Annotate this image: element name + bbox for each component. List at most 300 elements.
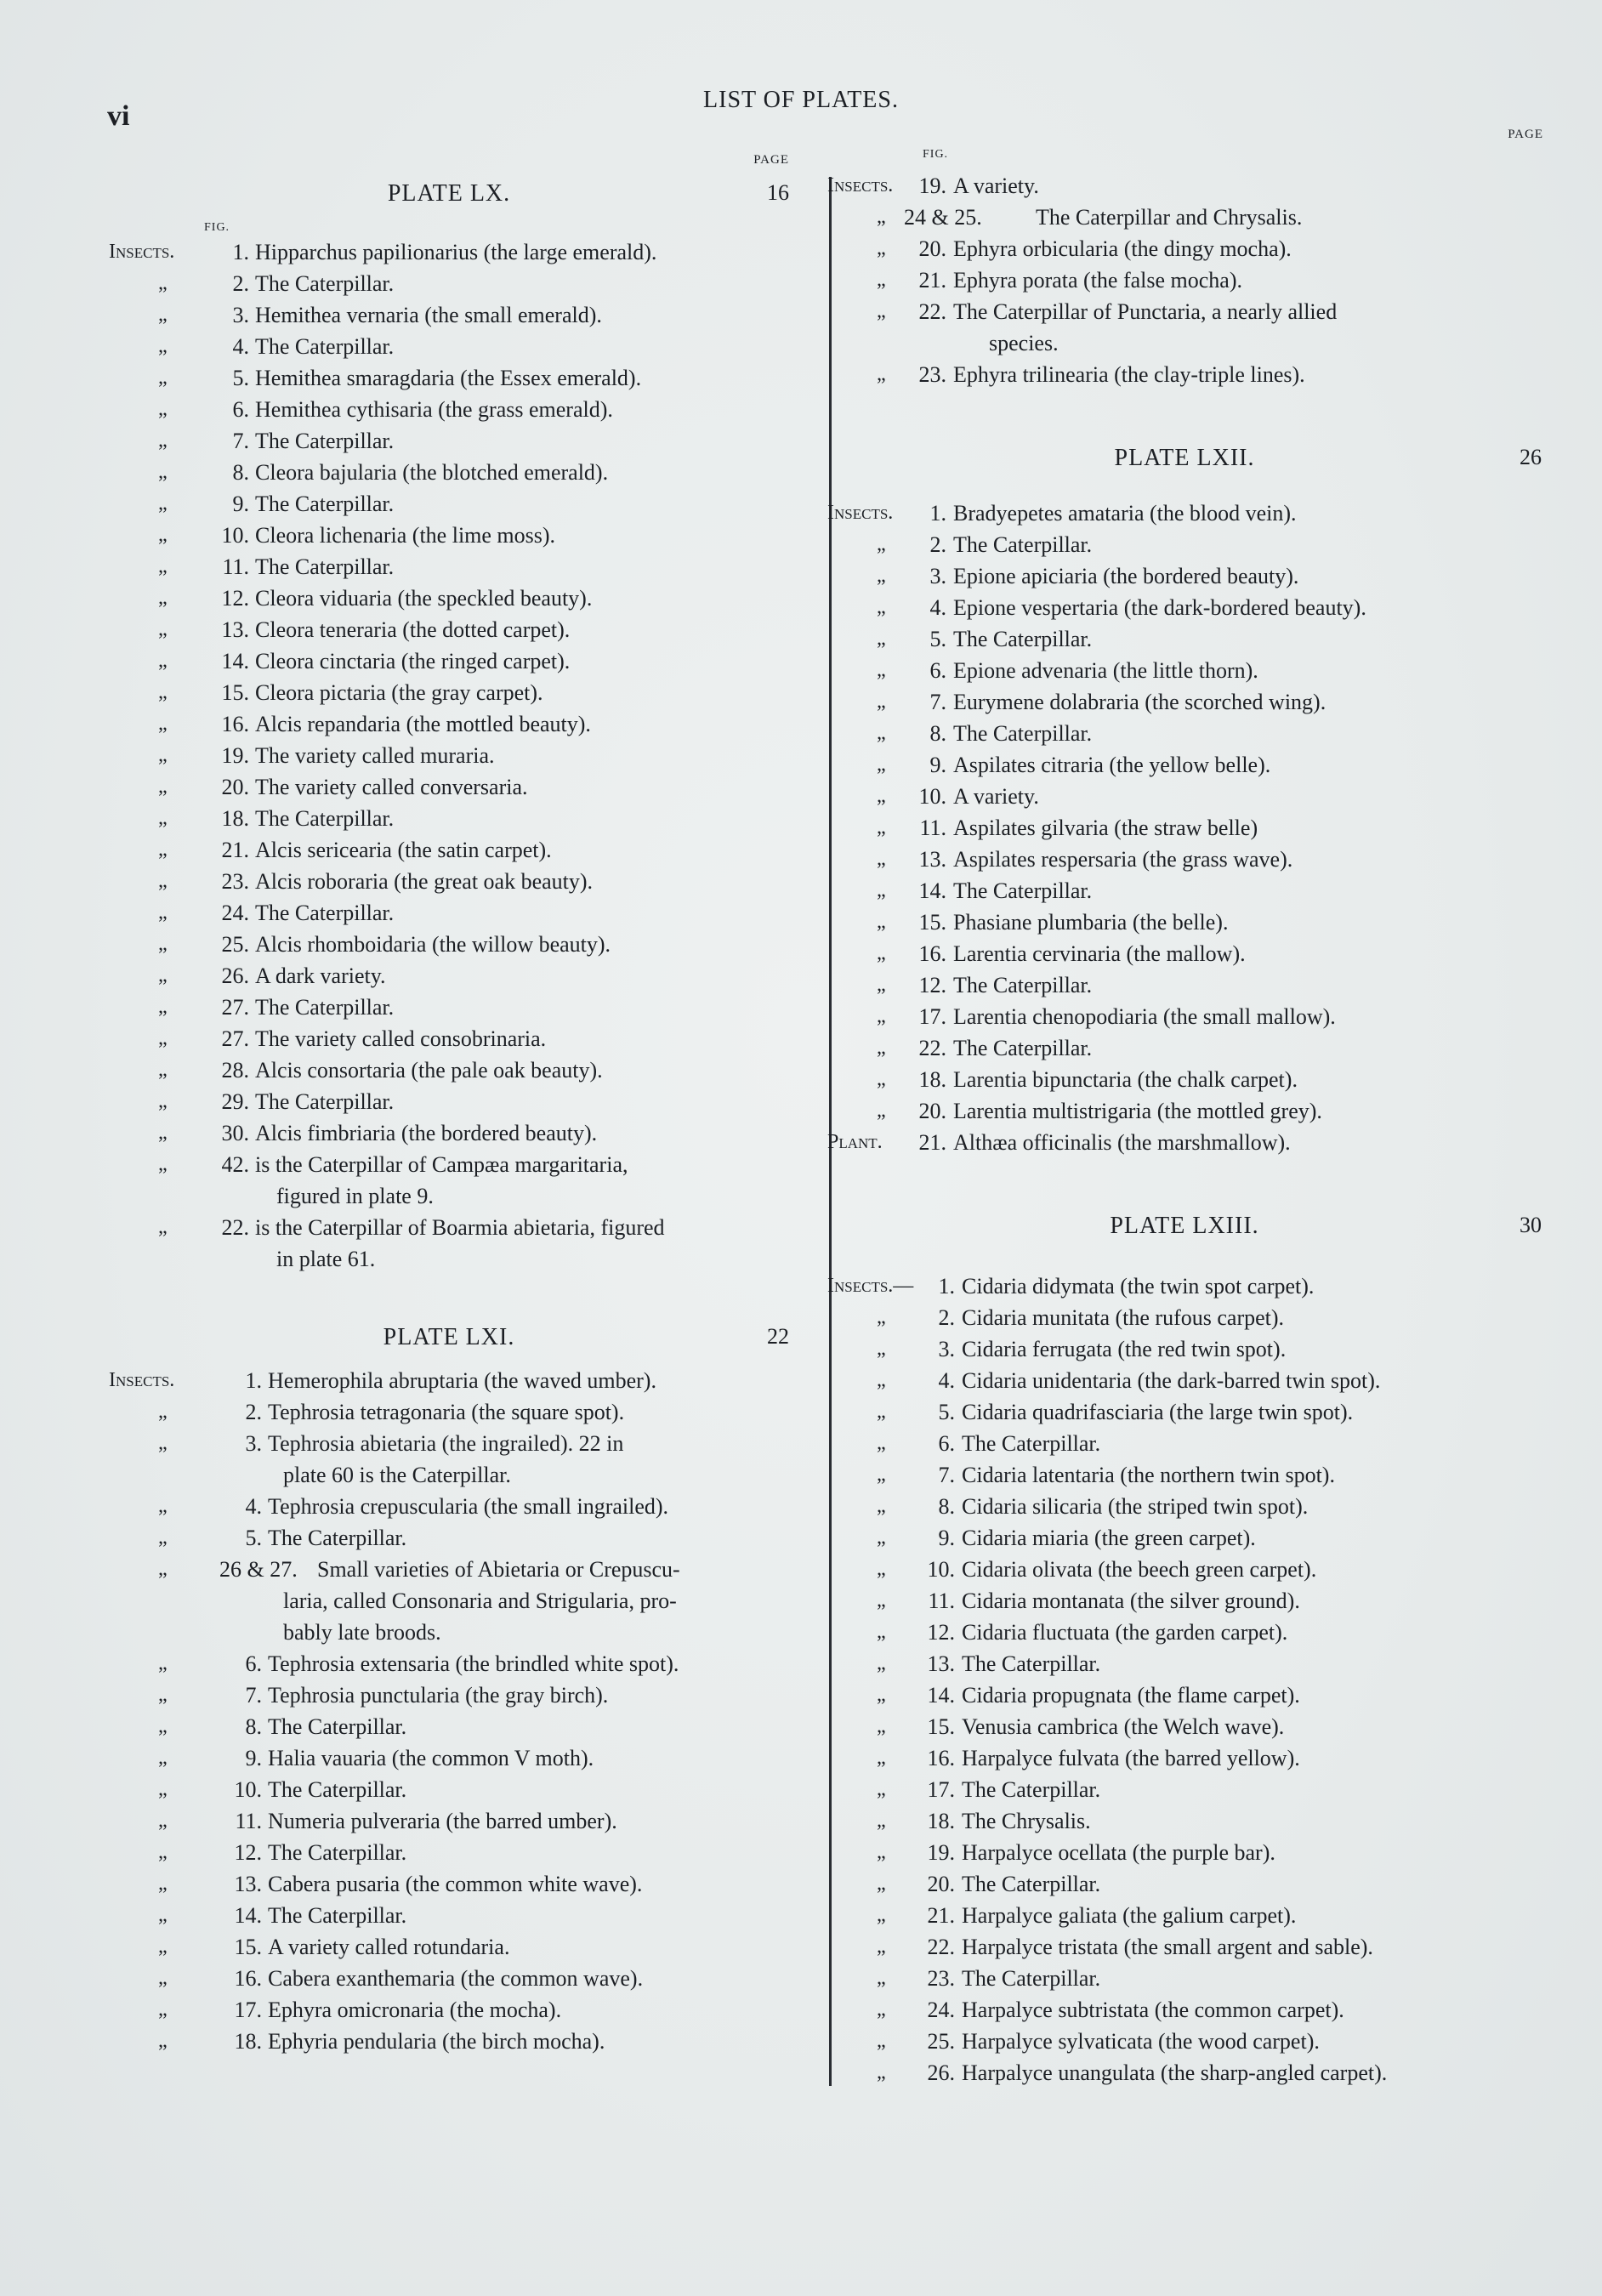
- figure-number: 18.: [221, 806, 249, 831]
- list-item: [109, 1365, 789, 1396]
- figure-number: 14.: [234, 1903, 262, 1928]
- entry-mark: „: [158, 1684, 168, 1706]
- list-item: [109, 299, 789, 331]
- entry-mark: „: [158, 1967, 168, 1989]
- plate-lxii-list: [827, 497, 1542, 1158]
- figure-number: 14.: [918, 878, 946, 903]
- figure-number: 18.: [234, 2029, 262, 2054]
- list-item: [827, 1774, 1542, 1805]
- entry-mark: „: [158, 461, 168, 483]
- figure-number: 11.: [919, 816, 946, 840]
- entry-mark: „: [877, 1841, 886, 1863]
- entry-text: The Caterpillar.: [255, 429, 395, 453]
- list-item: [109, 834, 789, 866]
- figure-number: 7.: [929, 690, 946, 714]
- entry-text: The Caterpillar.: [962, 1777, 1101, 1802]
- plate-page-number: 26: [1520, 445, 1542, 469]
- plate-title: PLATE LXI.: [383, 1324, 515, 1350]
- plate-page-number: 22: [767, 1324, 789, 1349]
- entry-text: Cleora viduaria (the speckled beauty).: [255, 586, 593, 611]
- figure-number: 5.: [232, 366, 249, 390]
- entry-text: Cidaria munitata (the rufous carpet).: [962, 1305, 1285, 1330]
- figure-number: 7.: [245, 1683, 262, 1708]
- list-item: [827, 1333, 1542, 1365]
- entry-text: Hemithea cythisaria (the grass emerald).: [255, 397, 613, 422]
- figure-number: 9.: [232, 492, 249, 516]
- list-item: [827, 1742, 1542, 1774]
- figure-number: 24.: [221, 901, 249, 925]
- entry-mark: „: [877, 237, 886, 259]
- entry-text: Alcis consortaria (the pale oak beauty).: [255, 1058, 603, 1083]
- entry-mark: „: [877, 1652, 886, 1674]
- page-column-heading: [827, 128, 1543, 161]
- figure-number: 24 & 25.: [904, 205, 982, 230]
- figure-number: 19.: [221, 743, 249, 768]
- entry-text: Cleora cinctaria (the ringed carpet).: [255, 649, 571, 673]
- entry-mark: „: [877, 1589, 886, 1611]
- entry-mark: „: [877, 1526, 886, 1549]
- list-item: [827, 1648, 1542, 1679]
- entry-mark: „: [158, 1059, 168, 1081]
- entry-mark: „: [158, 1216, 168, 1238]
- entry-text: Numeria pulveraria (the barred umber).: [268, 1809, 617, 1833]
- entry-text: Larentia chenopodiaria (the small mallow).: [953, 1004, 1336, 1029]
- entry-text: Cabera exanthemaria (the common wave).: [268, 1966, 644, 1991]
- entry-text: Cidaria olivata (the beech green carpet).: [962, 1557, 1317, 1582]
- list-item: [827, 1428, 1542, 1459]
- list-item: [109, 1396, 789, 1428]
- page-label: PAGE: [1508, 128, 1543, 141]
- list-item: [109, 394, 789, 425]
- entry-mark: „: [158, 681, 168, 703]
- entry-text: The variety called conversaria.: [255, 775, 528, 799]
- figure-number: 17.: [234, 1998, 262, 2022]
- figure-number: 3.: [929, 564, 946, 588]
- figure-number: 13.: [221, 617, 249, 642]
- entry-text: Ephyra trilinearia (the clay-triple lines).: [953, 362, 1305, 387]
- plate-page-number: 16: [767, 180, 789, 205]
- entry-text: Althæa officinalis (the marshmallow).: [953, 1130, 1291, 1155]
- entry-mark: „: [158, 587, 168, 609]
- entry-text: Larentia bipunctaria (the chalk carpet).: [953, 1067, 1298, 1092]
- figure-number: 2.: [245, 1400, 262, 1424]
- entry-text: The Caterpillar.: [255, 901, 395, 925]
- list-item: [109, 331, 789, 362]
- figure-number: 7.: [232, 429, 249, 453]
- entry-mark: „: [158, 1558, 168, 1580]
- entry-mark: „: [158, 1153, 168, 1175]
- entry-text: A variety.: [953, 784, 1039, 809]
- list-item: [827, 875, 1542, 906]
- figure-number: 42.: [221, 1152, 249, 1177]
- figure-number: 1.: [929, 501, 946, 526]
- entry-mark: „: [877, 1306, 886, 1328]
- figure-number: 8.: [938, 1494, 955, 1519]
- list-item: [827, 1396, 1542, 1428]
- list-item: [827, 560, 1542, 592]
- entry-mark: „: [158, 713, 168, 735]
- figure-number: 20.: [221, 775, 249, 799]
- list-item: [109, 1742, 789, 1774]
- entry-text: The Caterpillar and Chrysalis.: [1036, 205, 1303, 230]
- list-item: [827, 592, 1542, 623]
- entry-mark: „: [158, 1027, 168, 1049]
- figure-number: 16.: [927, 1746, 955, 1770]
- list-item: [109, 803, 789, 834]
- list-item: [827, 2026, 1542, 2057]
- entry-text: Aspilates gilvaria (the straw belle): [953, 816, 1258, 840]
- entry-text: Cidaria miaria (the green carpet).: [962, 1526, 1256, 1550]
- figure-number: 10.: [918, 784, 946, 809]
- entry-text: The Caterpillar.: [255, 492, 395, 516]
- entry-mark: Insects.—: [827, 1275, 914, 1297]
- entry-mark: „: [877, 1715, 886, 1737]
- figure-number: 23.: [927, 1966, 955, 1991]
- figure-number: 15.: [221, 680, 249, 705]
- list-item: [109, 1054, 789, 1086]
- entry-text: The variety called muraria.: [255, 743, 495, 768]
- figure-number: 16.: [234, 1966, 262, 1991]
- plate-page-number: 30: [1520, 1213, 1542, 1237]
- list-item: [109, 677, 789, 708]
- figure-number: 22.: [918, 299, 946, 324]
- entry-text: Cleora pictaria (the gray carpet).: [255, 680, 543, 705]
- entry-text: Harpalyce galiata (the galium carpet).: [962, 1903, 1297, 1928]
- left-column: [109, 153, 789, 2057]
- list-item: [109, 1428, 789, 1459]
- entry-text: Venusia cambrica (the Welch wave).: [962, 1714, 1285, 1739]
- entry-mark: „: [877, 691, 886, 713]
- list-item: [827, 1095, 1542, 1127]
- figure-number: 9.: [245, 1746, 262, 1770]
- entry-mark: „: [877, 1463, 886, 1486]
- entry-text: Tephrosia extensaria (the brindled white spot).: [268, 1651, 679, 1676]
- figure-number: 4.: [245, 1494, 262, 1519]
- entry-text: Hemithea smaragdaria (the Essex emerald).: [255, 366, 642, 390]
- list-item: [827, 233, 1542, 264]
- entry-mark: „: [158, 398, 168, 420]
- list-item: [109, 1086, 789, 1117]
- entry-mark: „: [158, 964, 168, 986]
- entry-mark: „: [877, 1005, 886, 1027]
- figure-number: 4.: [232, 334, 249, 359]
- figure-number: 3.: [245, 1431, 262, 1456]
- figure-number: 5.: [245, 1526, 262, 1550]
- entry-continuation: in plate 61.: [276, 1247, 376, 1271]
- figure-number: 29.: [221, 1089, 249, 1114]
- entry-mark: „: [158, 1715, 168, 1737]
- entry-continuation: species.: [989, 331, 1059, 355]
- entry-mark: „: [158, 1495, 168, 1517]
- figure-number: 12.: [234, 1840, 262, 1865]
- entry-text: Alcis roboraria (the great oak beauty).: [255, 869, 594, 894]
- figure-number: 21.: [918, 1130, 946, 1155]
- list-item: [827, 844, 1542, 875]
- list-item: [827, 1679, 1542, 1711]
- plate-lx-list: [109, 236, 789, 1275]
- entry-text: Epione apiciaria (the bordered beauty).: [953, 564, 1299, 588]
- entry-text: The Caterpillar.: [953, 627, 1093, 651]
- figure-number: 4.: [929, 595, 946, 620]
- plate-title: PLATE LX.: [387, 180, 511, 207]
- figure-number: 6.: [245, 1651, 262, 1676]
- entry-text: Harpalyce unangulata (the sharp-angled carpet).: [962, 2060, 1388, 2085]
- entry-text: Cidaria ferrugata (the red twin spot).: [962, 1337, 1287, 1361]
- entry-mark: „: [877, 1401, 886, 1423]
- list-item: [109, 425, 789, 457]
- entry-text: Ephyra porata (the false mocha).: [953, 268, 1243, 293]
- list-item: [827, 1711, 1542, 1742]
- entry-mark: „: [158, 1998, 168, 2020]
- entry-mark: Insects.: [827, 502, 894, 524]
- entry-mark: „: [877, 848, 886, 870]
- entry-text: The Caterpillar.: [962, 1872, 1101, 1896]
- entry-text: Epione advenaria (the little thorn).: [953, 658, 1258, 683]
- figure-number: 11.: [235, 1809, 262, 1833]
- entry-continuation: plate 60 is the Caterpillar.: [283, 1463, 511, 1487]
- entry-mark: „: [877, 1037, 886, 1059]
- entry-mark: „: [877, 628, 886, 650]
- entry-text: The Caterpillar.: [255, 271, 395, 296]
- entry-mark: Insects.: [109, 241, 175, 263]
- list-item: [827, 623, 1542, 655]
- entry-mark: „: [877, 1684, 886, 1706]
- entry-text: The Caterpillar.: [255, 806, 395, 831]
- entry-mark: „: [877, 2061, 886, 2083]
- entry-text: Harpalyce subtristata (the common carpet).: [962, 1998, 1344, 2022]
- figure-number: 13.: [234, 1872, 262, 1896]
- list-item: [109, 1491, 789, 1522]
- list-item: [109, 1931, 789, 1963]
- right-column: [827, 128, 1542, 2089]
- list-item: [827, 969, 1542, 1001]
- entry-mark: „: [158, 933, 168, 955]
- figure-number: 3.: [938, 1337, 955, 1361]
- entry-mark: „: [158, 744, 168, 766]
- entry-text: The Caterpillar.: [268, 1903, 407, 1928]
- entry-mark: „: [158, 304, 168, 326]
- plate-title: PLATE LXII.: [1114, 445, 1255, 471]
- list-item: [827, 1617, 1542, 1648]
- list-item: [109, 1554, 789, 1585]
- list-item: [827, 1554, 1542, 1585]
- figure-number: 11.: [928, 1588, 955, 1613]
- list-item: [109, 740, 789, 771]
- entry-mark: „: [877, 1778, 886, 1800]
- list-item: [109, 1212, 789, 1243]
- figure-number: 1.: [232, 240, 249, 264]
- entry-mark: „: [158, 1873, 168, 1895]
- fig-label: FIG.: [204, 221, 230, 234]
- entry-text: Eurymene dolabraria (the scorched wing).: [953, 690, 1326, 714]
- entry-text: The Caterpillar.: [268, 1840, 407, 1865]
- entry-mark: „: [158, 1841, 168, 1863]
- list-item: [827, 1127, 1542, 1158]
- entry-mark: „: [877, 816, 886, 838]
- figure-number: 12.: [927, 1620, 955, 1645]
- plate-title: PLATE LXIII.: [1110, 1213, 1259, 1239]
- figure-number: 23.: [918, 362, 946, 387]
- figure-number: 27.: [221, 1026, 249, 1051]
- entry-text: The Caterpillar.: [962, 1966, 1101, 1991]
- entry-text: The Caterpillar.: [953, 973, 1093, 997]
- entry-mark: „: [877, 1068, 886, 1090]
- figure-number: 18.: [927, 1809, 955, 1833]
- list-item: [109, 583, 789, 614]
- entry-text: Ephyra orbicularia (the dingy mocha).: [953, 236, 1292, 261]
- entry-mark: „: [877, 911, 886, 933]
- entry-text: is the Caterpillar of Campæa margaritaria,: [255, 1152, 628, 1177]
- fig-label: FIG.: [923, 148, 949, 161]
- entry-mark: „: [877, 879, 886, 901]
- entry-mark: „: [877, 942, 886, 964]
- entry-text: The Caterpillar.: [268, 1714, 407, 1739]
- list-item: [827, 1522, 1542, 1554]
- list-item: [109, 1868, 789, 1900]
- entry-text: Harpalyce tristata (the small argent and sable).: [962, 1935, 1373, 1959]
- entry-mark: „: [158, 524, 168, 546]
- list-item: [827, 1994, 1542, 2026]
- entry-text: Cidaria didymata (the twin spot carpet).: [962, 1274, 1315, 1299]
- list-item: [109, 520, 789, 551]
- entry-mark: „: [877, 2030, 886, 2052]
- figure-number: 10.: [927, 1557, 955, 1582]
- entry-text: Cleora teneraria (the dotted carpet).: [255, 617, 571, 642]
- entry-mark: „: [877, 1558, 886, 1580]
- entry-text: Cleora bajularia (the blotched emerald).: [255, 460, 609, 485]
- plate-lxi-continued-list: [827, 170, 1542, 390]
- entry-continuation: bably late broods.: [283, 1620, 441, 1645]
- entry-text: A dark variety.: [255, 963, 386, 988]
- figure-number: 13.: [918, 847, 946, 872]
- list-item: [827, 1931, 1542, 1963]
- list-item: [109, 362, 789, 394]
- entry-text: The Caterpillar.: [962, 1651, 1101, 1676]
- list-item: [109, 1117, 789, 1149]
- list-item: [109, 1522, 789, 1554]
- entry-continuation: laria, called Consonaria and Strigularia, pro-: [283, 1588, 677, 1613]
- entry-mark: „: [877, 1873, 886, 1895]
- list-item: [109, 960, 789, 992]
- figure-number: 22.: [927, 1935, 955, 1959]
- plate-lx-heading: [109, 173, 789, 221]
- list-item: [827, 718, 1542, 749]
- entry-text: Ephyra omicronaria (the mocha).: [268, 1998, 562, 2022]
- entry-text: The Caterpillar.: [255, 334, 395, 359]
- entry-mark: „: [877, 1495, 886, 1517]
- figure-number: 18.: [918, 1067, 946, 1092]
- figure-number: 20.: [918, 1099, 946, 1123]
- entry-text: Harpalyce sylvaticata (the wood carpet).: [962, 2029, 1320, 2054]
- entry-mark: „: [158, 838, 168, 861]
- entry-mark: „: [877, 363, 886, 385]
- list-item: [109, 1774, 789, 1805]
- figure-number: 2.: [938, 1305, 955, 1330]
- entry-mark: „: [158, 1401, 168, 1423]
- entry-mark: „: [877, 1810, 886, 1832]
- figure-number: 15.: [234, 1935, 262, 1959]
- figure-number: 2.: [929, 532, 946, 557]
- entry-text: Cidaria latentaria (the northern twin spot).: [962, 1463, 1335, 1487]
- list-item: [827, 1868, 1542, 1900]
- entry-mark: „: [158, 776, 168, 798]
- list-item: [109, 866, 789, 897]
- figure-number: 6.: [929, 658, 946, 683]
- entry-text: Harpalyce ocellata (the purple bar).: [962, 1840, 1275, 1865]
- figure-number: 10.: [221, 523, 249, 548]
- list-item: [109, 1900, 789, 1931]
- list-item: [827, 359, 1542, 390]
- figure-number: 13.: [927, 1651, 955, 1676]
- entry-text: Cidaria unidentaria (the dark-barred twin spot).: [962, 1368, 1381, 1393]
- figure-number: 17.: [927, 1777, 955, 1802]
- entry-text: Larentia cervinaria (the mallow).: [953, 941, 1246, 966]
- list-item: [827, 529, 1542, 560]
- entry-text: Tephrosia tetragonaria (the square spot).: [268, 1400, 625, 1424]
- list-item: [827, 749, 1542, 781]
- entry-text: Phasiane plumbaria (the belle).: [953, 910, 1229, 935]
- entry-mark: „: [877, 722, 886, 744]
- entry-mark: „: [877, 1621, 886, 1643]
- list-item: [827, 812, 1542, 844]
- entry-text: The Chrysalis.: [962, 1809, 1091, 1833]
- figure-number: 23.: [221, 869, 249, 894]
- entry-mark: „: [158, 901, 168, 924]
- figure-number: 30.: [221, 1121, 249, 1145]
- entry-mark: „: [877, 533, 886, 555]
- entry-text: The variety called consobrinaria.: [255, 1026, 547, 1051]
- entry-mark: „: [158, 367, 168, 389]
- entry-text: Cleora lichenaria (the lime moss).: [255, 523, 556, 548]
- entry-text: Alcis repandaria (the mottled beauty).: [255, 712, 591, 736]
- entry-mark: „: [877, 785, 886, 807]
- entry-mark: „: [877, 596, 886, 618]
- entry-text: The Caterpillar.: [953, 1036, 1093, 1060]
- entry-mark: „: [877, 1967, 886, 1989]
- entry-mark: „: [877, 300, 886, 322]
- entry-mark: Plant.: [827, 1131, 883, 1153]
- entry-mark: „: [158, 1904, 168, 1926]
- figure-number: 24.: [927, 1998, 955, 2022]
- entry-mark: „: [158, 1432, 168, 1454]
- list-item: [109, 614, 789, 645]
- figure-number: 25.: [221, 932, 249, 957]
- entry-text: A variety called rotundaria.: [268, 1935, 510, 1959]
- figure-number: 12.: [918, 973, 946, 997]
- entry-text: A variety.: [953, 173, 1039, 198]
- entry-text: Small varieties of Abietaria or Crepuscu-: [317, 1557, 680, 1582]
- figure-number: 16.: [221, 712, 249, 736]
- entry-mark: „: [877, 974, 886, 996]
- figure-number: 1.: [245, 1368, 262, 1393]
- entry-text: Bradyepetes amataria (the blood vein).: [953, 501, 1297, 526]
- list-item: [109, 457, 789, 488]
- entry-text: Aspilates citraria (the yellow belle).: [953, 753, 1271, 777]
- list-item: [827, 1491, 1542, 1522]
- list-item: [827, 1064, 1542, 1095]
- list-item: [827, 497, 1542, 529]
- entry-mark: „: [158, 1526, 168, 1549]
- list-item: [827, 1900, 1542, 1931]
- list-item: [827, 1805, 1542, 1837]
- entry-mark: „: [877, 1935, 886, 1958]
- entry-text: The Caterpillar.: [268, 1526, 407, 1550]
- entry-text: Tephrosia abietaria (the ingrailed). 22 in: [268, 1431, 624, 1456]
- figure-number: 22.: [221, 1215, 249, 1240]
- entry-text: The Caterpillar.: [962, 1431, 1101, 1456]
- figure-number: 5.: [938, 1400, 955, 1424]
- list-item: [827, 686, 1542, 718]
